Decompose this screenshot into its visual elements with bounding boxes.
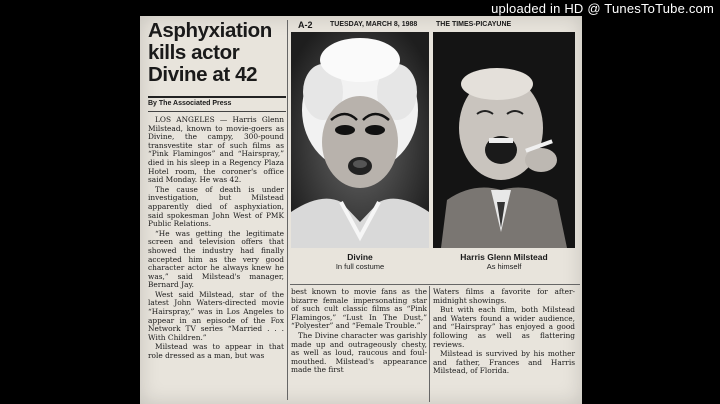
- column-divider: [287, 20, 288, 400]
- paragraph: best known to movie fans as the bizarre female impersonating star of such cult classic films as “Pink Flamingos,” “Lust In The Dust,” “Polyester” and “Female Trouble.”: [291, 287, 427, 331]
- caption-subtitle: As himself: [486, 262, 522, 271]
- section-divider: [290, 284, 580, 285]
- paper-name: THE TIMES-PICAYUNE: [436, 21, 512, 28]
- caption-subtitle: In full costume: [335, 262, 385, 271]
- article-column-middle: [291, 288, 427, 375]
- paragraph: West said Milstead, star of the latest John Waters-directed movie “Hairspray,” was in Los Angeles to appear in an episode of the Fox Network TV series “Married . . . With Children.”: [148, 289, 284, 342]
- caption-milstead: [433, 252, 575, 271]
- paragraph: The cause of death is under investigation, but Milstead apparently died of asphyxiation, said spokesman John West of PMK Public Relations.: [148, 184, 284, 229]
- paragraph: “He was getting the legitimate screen and television offers that showed the industry had finally accepted him as the very good character actor he always knew he was,” said Milstead's manager, Bernard Jay.: [148, 228, 284, 290]
- milstead-portrait-image: [433, 32, 575, 248]
- caption-name: Divine: [347, 252, 373, 262]
- column-divider: [429, 286, 430, 402]
- byline: By The Associated Press: [148, 100, 232, 107]
- paragraph: Milstead was to appear in that role dressed as a man, but was: [148, 342, 284, 361]
- paragraph: The Divine character was garishly made up and outrageously chesty, as well as loud, raucous and foul-mouthed. Milstead's appearance made the first: [291, 330, 427, 375]
- byline-rule: [148, 111, 286, 112]
- photo-divine-costume: [291, 32, 429, 248]
- paragraph: But with each film, both Milstead and Waters found a wider audience, and “Hairspray” has enjoyed a good following as well as flattering reviews.: [433, 305, 575, 349]
- paragraph: Milstead is survived by his mother and father, Frances and Harris Milstead, of Florida.: [433, 349, 575, 376]
- headline-rule: [148, 96, 286, 98]
- paragraph: LOS ANGELES — Harris Glenn Milstead, known to movie-goers as Divine, the campy, 300-pound transvestite star of such films as “Pink Flamingos” and “Hairspray,” died in his sleep in a Regency Plaza Hotel room, the coroner's office said Monday. He was 42.: [148, 115, 284, 185]
- divine-portrait-image: [291, 32, 429, 248]
- photo-milstead-himself: [433, 32, 575, 248]
- paragraph: Waters films a favorite for after-midnight showings.: [433, 287, 575, 305]
- watermark: uploaded in HD @ TunesToTube.com: [491, 1, 714, 16]
- headline: Asphyxiation kills actor Divine at 42: [148, 19, 272, 86]
- article-column-right: [433, 288, 575, 376]
- page-number: A-2: [298, 20, 313, 30]
- caption-divine: [291, 252, 429, 271]
- newspaper-clipping: [140, 16, 582, 404]
- caption-name: Harris Glenn Milstead: [460, 252, 548, 262]
- article-column-left: [148, 116, 284, 361]
- issue-date: TUESDAY, MARCH 8, 1988: [330, 21, 418, 28]
